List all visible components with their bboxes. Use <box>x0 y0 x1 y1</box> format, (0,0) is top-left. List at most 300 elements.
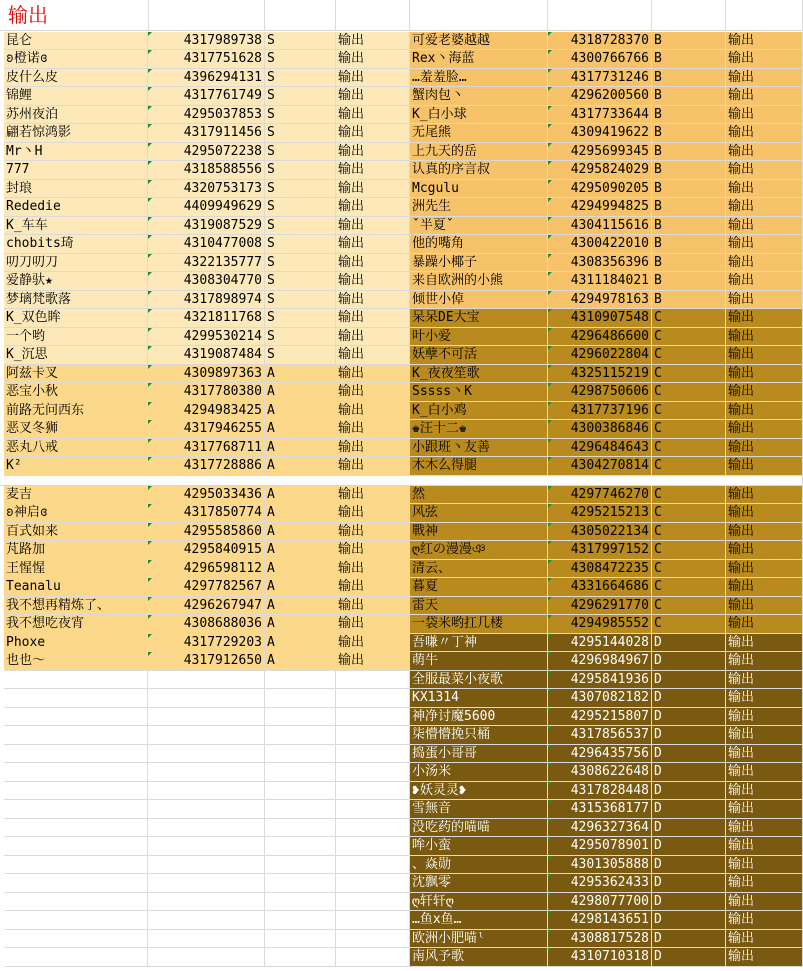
left-top-role-cell[interactable]: 输出 <box>336 254 410 273</box>
right-top-name-cell[interactable]: ˇ半夏ˇ <box>410 217 548 236</box>
right-bottom-name-cell[interactable]: ❥妖灵灵❥ <box>410 782 548 801</box>
empty-cell[interactable] <box>4 948 148 967</box>
left-bottom-role-cell[interactable]: 输出 <box>336 578 410 597</box>
right-top-role-cell[interactable]: 输出 <box>726 457 803 476</box>
right-bottom-role-cell[interactable]: 输出 <box>726 689 803 708</box>
empty-cell[interactable] <box>336 874 410 893</box>
right-top-role-cell[interactable]: 输出 <box>726 69 803 88</box>
right-bottom-grade-cell[interactable]: C <box>652 597 726 616</box>
right-top-name-cell[interactable]: 暴躁小椰子 <box>410 254 548 273</box>
right-bottom-id-cell[interactable]: 4317856537 <box>548 726 652 745</box>
right-bottom-role-cell[interactable]: 输出 <box>726 615 803 634</box>
right-top-name-cell[interactable]: 呆呆DE大宝 <box>410 309 548 328</box>
empty-cell[interactable] <box>148 911 265 930</box>
left-top-name-cell[interactable]: chobits琦 <box>4 235 148 254</box>
empty-header-cell[interactable] <box>410 0 548 31</box>
empty-cell[interactable] <box>4 800 148 819</box>
empty-cell[interactable] <box>265 800 336 819</box>
right-top-name-cell[interactable]: K_白小鸡 <box>410 402 548 421</box>
right-bottom-grade-cell[interactable]: D <box>652 671 726 690</box>
right-bottom-role-cell[interactable]: 输出 <box>726 745 803 764</box>
left-top-name-cell[interactable]: K_车车 <box>4 217 148 236</box>
right-bottom-id-cell[interactable]: 4295078901 <box>548 837 652 856</box>
empty-cell[interactable] <box>336 782 410 801</box>
right-bottom-role-cell[interactable]: 输出 <box>726 560 803 579</box>
right-bottom-grade-cell[interactable]: D <box>652 893 726 912</box>
left-top-role-cell[interactable]: 输出 <box>336 161 410 180</box>
left-top-grade-cell[interactable]: S <box>265 198 336 217</box>
empty-cell[interactable] <box>265 689 336 708</box>
right-top-role-cell[interactable]: 输出 <box>726 420 803 439</box>
right-top-name-cell[interactable]: Sssss丶K <box>410 383 548 402</box>
right-top-grade-cell[interactable]: C <box>652 346 726 365</box>
left-top-role-cell[interactable]: 输出 <box>336 309 410 328</box>
right-bottom-id-cell[interactable]: 4296435756 <box>548 745 652 764</box>
empty-cell[interactable] <box>4 911 148 930</box>
left-top-role-cell[interactable]: 输出 <box>336 143 410 162</box>
left-top-role-cell[interactable]: 输出 <box>336 217 410 236</box>
empty-header-cell[interactable] <box>149 0 265 31</box>
left-top-id-cell[interactable]: 4299530214 <box>148 328 265 347</box>
right-bottom-id-cell[interactable]: 4295215213 <box>548 504 652 523</box>
right-bottom-id-cell[interactable]: 4317828448 <box>548 782 652 801</box>
left-top-role-cell[interactable]: 输出 <box>336 124 410 143</box>
left-top-grade-cell[interactable]: S <box>265 235 336 254</box>
right-top-role-cell[interactable]: 输出 <box>726 198 803 217</box>
empty-cell[interactable] <box>4 763 148 782</box>
empty-cell[interactable] <box>336 948 410 967</box>
left-top-role-cell[interactable]: 输出 <box>336 457 410 476</box>
left-top-role-cell[interactable]: 输出 <box>336 272 410 291</box>
right-top-grade-cell[interactable]: C <box>652 420 726 439</box>
left-bottom-role-cell[interactable]: 输出 <box>336 560 410 579</box>
empty-cell[interactable] <box>4 930 148 949</box>
left-top-id-cell[interactable]: 4319087529 <box>148 217 265 236</box>
right-bottom-role-cell[interactable]: 输出 <box>726 504 803 523</box>
left-top-id-cell[interactable]: 4317911456 <box>148 124 265 143</box>
left-bottom-id-cell[interactable]: 4317729203 <box>148 634 265 653</box>
left-top-id-cell[interactable]: 4320753173 <box>148 180 265 199</box>
right-bottom-grade-cell[interactable]: C <box>652 523 726 542</box>
left-top-grade-cell[interactable]: S <box>265 272 336 291</box>
right-bottom-name-cell[interactable]: 捣蛋小哥哥 <box>410 745 548 764</box>
left-top-name-cell[interactable]: 恶叉冬狮 <box>4 420 148 439</box>
empty-cell[interactable] <box>265 911 336 930</box>
right-top-role-cell[interactable]: 输出 <box>726 291 803 310</box>
left-top-role-cell[interactable]: 输出 <box>336 346 410 365</box>
left-top-grade-cell[interactable]: S <box>265 106 336 125</box>
right-top-name-cell[interactable]: 蟹肉包丶 <box>410 87 548 106</box>
empty-cell[interactable] <box>4 837 148 856</box>
right-bottom-id-cell[interactable]: 4307082182 <box>548 689 652 708</box>
empty-cell[interactable] <box>265 782 336 801</box>
empty-header-cell[interactable] <box>548 0 652 31</box>
empty-cell[interactable] <box>148 800 265 819</box>
right-bottom-name-cell[interactable]: ღ轩轩ღ <box>410 893 548 912</box>
right-top-id-cell[interactable]: 4296200560 <box>548 87 652 106</box>
right-bottom-name-cell[interactable]: 一袋米哟扛几楼 <box>410 615 548 634</box>
right-bottom-role-cell[interactable]: 输出 <box>726 726 803 745</box>
left-bottom-name-cell[interactable]: 我不想吃夜宵 <box>4 615 148 634</box>
right-top-grade-cell[interactable]: B <box>652 69 726 88</box>
right-top-grade-cell[interactable]: B <box>652 198 726 217</box>
left-bottom-grade-cell[interactable]: A <box>265 634 336 653</box>
right-top-grade-cell[interactable]: B <box>652 217 726 236</box>
left-bottom-id-cell[interactable]: 4296598112 <box>148 560 265 579</box>
empty-cell[interactable] <box>336 930 410 949</box>
right-top-name-cell[interactable]: K_夜夜笙歌 <box>410 365 548 384</box>
right-bottom-id-cell[interactable]: 4295362433 <box>548 874 652 893</box>
left-top-grade-cell[interactable]: A <box>265 439 336 458</box>
left-bottom-grade-cell[interactable]: A <box>265 615 336 634</box>
left-top-name-cell[interactable]: K_沉思 <box>4 346 148 365</box>
right-bottom-name-cell[interactable]: 南风予歌 <box>410 948 548 967</box>
empty-cell[interactable] <box>148 819 265 838</box>
right-top-name-cell[interactable]: 小跟班丶友善 <box>410 439 548 458</box>
right-bottom-role-cell[interactable]: 输出 <box>726 930 803 949</box>
empty-cell[interactable] <box>265 948 336 967</box>
left-top-role-cell[interactable]: 输出 <box>336 420 410 439</box>
right-bottom-name-cell[interactable]: 萌牛 <box>410 652 548 671</box>
left-top-name-cell[interactable]: K_双色眸 <box>4 309 148 328</box>
left-bottom-grade-cell[interactable]: A <box>265 541 336 560</box>
left-top-grade-cell[interactable]: S <box>265 180 336 199</box>
right-top-name-cell[interactable]: 倾世小倬 <box>410 291 548 310</box>
right-top-id-cell[interactable]: 4296022804 <box>548 346 652 365</box>
left-top-grade-cell[interactable]: A <box>265 420 336 439</box>
left-top-role-cell[interactable]: 输出 <box>336 198 410 217</box>
right-bottom-role-cell[interactable]: 输出 <box>726 486 803 505</box>
empty-cell[interactable] <box>336 726 410 745</box>
left-bottom-id-cell[interactable]: 4295033436 <box>148 486 265 505</box>
right-bottom-id-cell[interactable]: 4310710318 <box>548 948 652 967</box>
empty-cell[interactable] <box>265 763 336 782</box>
right-bottom-grade-cell[interactable]: D <box>652 745 726 764</box>
left-top-name-cell[interactable]: 叨刀叨刀 <box>4 254 148 273</box>
right-top-grade-cell[interactable]: B <box>652 87 726 106</box>
right-bottom-grade-cell[interactable]: D <box>652 930 726 949</box>
empty-cell[interactable] <box>336 837 410 856</box>
right-bottom-role-cell[interactable]: 输出 <box>726 671 803 690</box>
empty-cell[interactable] <box>148 726 265 745</box>
empty-cell[interactable] <box>148 837 265 856</box>
right-top-role-cell[interactable]: 输出 <box>726 106 803 125</box>
left-top-grade-cell[interactable]: S <box>265 161 336 180</box>
left-top-id-cell[interactable]: 4308304770 <box>148 272 265 291</box>
left-top-grade-cell[interactable]: S <box>265 87 336 106</box>
right-top-id-cell[interactable]: 4300766766 <box>548 50 652 69</box>
right-top-name-cell[interactable]: 来自欧洲的小熊 <box>410 272 548 291</box>
right-bottom-role-cell[interactable]: 输出 <box>726 523 803 542</box>
left-top-grade-cell[interactable]: S <box>265 143 336 162</box>
right-bottom-grade-cell[interactable]: C <box>652 578 726 597</box>
left-bottom-role-cell[interactable]: 输出 <box>336 541 410 560</box>
right-bottom-id-cell[interactable]: 4295215807 <box>548 708 652 727</box>
right-top-role-cell[interactable]: 输出 <box>726 124 803 143</box>
empty-cell[interactable] <box>4 874 148 893</box>
empty-cell[interactable] <box>4 745 148 764</box>
left-top-role-cell[interactable]: 输出 <box>336 402 410 421</box>
right-top-id-cell[interactable]: 4298750606 <box>548 383 652 402</box>
right-top-role-cell[interactable]: 输出 <box>726 87 803 106</box>
left-top-name-cell[interactable]: 翩若惊鸿影 <box>4 124 148 143</box>
right-top-grade-cell[interactable]: B <box>652 124 726 143</box>
left-top-name-cell[interactable]: 苏州夜泊 <box>4 106 148 125</box>
left-top-id-cell[interactable]: 4317768711 <box>148 439 265 458</box>
right-bottom-id-cell[interactable]: 4296984967 <box>548 652 652 671</box>
left-bottom-name-cell[interactable]: 也也～ <box>4 652 148 671</box>
left-top-id-cell[interactable]: 4409949629 <box>148 198 265 217</box>
right-top-name-cell[interactable]: Mcgulu <box>410 180 548 199</box>
left-top-name-cell[interactable]: 锦鲤 <box>4 87 148 106</box>
right-top-id-cell[interactable]: 4294994825 <box>548 198 652 217</box>
left-top-id-cell[interactable]: 4396294131 <box>148 69 265 88</box>
right-top-name-cell[interactable]: 无尾熊 <box>410 124 548 143</box>
left-top-role-cell[interactable]: 输出 <box>336 235 410 254</box>
right-bottom-role-cell[interactable]: 输出 <box>726 708 803 727</box>
right-bottom-id-cell[interactable]: 4315368177 <box>548 800 652 819</box>
right-top-role-cell[interactable]: 输出 <box>726 254 803 273</box>
right-bottom-grade-cell[interactable]: D <box>652 689 726 708</box>
right-top-id-cell[interactable]: 4317737196 <box>548 402 652 421</box>
left-top-id-cell[interactable]: 4319087484 <box>148 346 265 365</box>
left-top-role-cell[interactable]: 输出 <box>336 106 410 125</box>
empty-cell[interactable] <box>4 689 148 708</box>
empty-cell[interactable] <box>336 893 410 912</box>
left-bottom-role-cell[interactable]: 输出 <box>336 597 410 616</box>
empty-cell[interactable] <box>4 726 148 745</box>
right-top-id-cell[interactable]: 4294978163 <box>548 291 652 310</box>
left-top-grade-cell[interactable]: A <box>265 457 336 476</box>
right-top-grade-cell[interactable]: C <box>652 439 726 458</box>
right-bottom-id-cell[interactable]: 4305022134 <box>548 523 652 542</box>
left-top-id-cell[interactable]: 4309897363 <box>148 365 265 384</box>
empty-cell[interactable] <box>148 893 265 912</box>
right-top-id-cell[interactable]: 4318728370 <box>548 32 652 51</box>
sheet-title[interactable]: 输出 <box>0 0 149 31</box>
right-bottom-role-cell[interactable]: 输出 <box>726 782 803 801</box>
left-bottom-id-cell[interactable]: 4295585860 <box>148 523 265 542</box>
right-top-grade-cell[interactable]: B <box>652 291 726 310</box>
right-bottom-name-cell[interactable]: 、焱勋 <box>410 856 548 875</box>
right-bottom-grade-cell[interactable]: D <box>652 819 726 838</box>
empty-cell[interactable] <box>336 800 410 819</box>
right-bottom-grade-cell[interactable]: D <box>652 911 726 930</box>
right-top-role-cell[interactable]: 输出 <box>726 50 803 69</box>
left-top-name-cell[interactable]: 前路无问西东 <box>4 402 148 421</box>
right-top-id-cell[interactable]: 4317731246 <box>548 69 652 88</box>
empty-header-cell[interactable] <box>652 0 726 31</box>
right-bottom-name-cell[interactable]: 欧洲小肥喵ˡ <box>410 930 548 949</box>
left-top-id-cell[interactable]: 4317728886 <box>148 457 265 476</box>
empty-cell[interactable] <box>265 856 336 875</box>
left-top-name-cell[interactable]: 昆仑 <box>4 32 148 51</box>
right-top-name-cell[interactable]: 上九天的岳 <box>410 143 548 162</box>
empty-cell[interactable] <box>336 819 410 838</box>
left-top-role-cell[interactable]: 输出 <box>336 439 410 458</box>
right-top-id-cell[interactable]: 4295090205 <box>548 180 652 199</box>
left-top-name-cell[interactable]: 恶宝小秋 <box>4 383 148 402</box>
right-top-id-cell[interactable]: 4296486600 <box>548 328 652 347</box>
right-top-role-cell[interactable]: 输出 <box>726 235 803 254</box>
left-top-role-cell[interactable]: 输出 <box>336 50 410 69</box>
right-bottom-grade-cell[interactable]: D <box>652 634 726 653</box>
right-bottom-name-cell[interactable]: 小汤米 <box>410 763 548 782</box>
right-top-role-cell[interactable]: 输出 <box>726 309 803 328</box>
right-top-name-cell[interactable]: …羞羞脸… <box>410 69 548 88</box>
right-bottom-grade-cell[interactable]: D <box>652 874 726 893</box>
right-top-name-cell[interactable]: 洲先生 <box>410 198 548 217</box>
right-top-id-cell[interactable]: 4295699345 <box>548 143 652 162</box>
left-top-id-cell[interactable]: 4318588556 <box>148 161 265 180</box>
right-top-name-cell[interactable]: 可爱老婆越越 <box>410 32 548 51</box>
left-top-name-cell[interactable]: 梦璃梵歌落 <box>4 291 148 310</box>
left-top-id-cell[interactable]: 4317946255 <box>148 420 265 439</box>
right-top-role-cell[interactable]: 输出 <box>726 439 803 458</box>
right-bottom-role-cell[interactable]: 输出 <box>726 763 803 782</box>
right-bottom-role-cell[interactable]: 输出 <box>726 856 803 875</box>
right-top-id-cell[interactable]: 4304270814 <box>548 457 652 476</box>
right-bottom-id-cell[interactable]: 4308472235 <box>548 560 652 579</box>
right-bottom-grade-cell[interactable]: C <box>652 486 726 505</box>
empty-cell[interactable] <box>4 782 148 801</box>
right-top-id-cell[interactable]: 4310907548 <box>548 309 652 328</box>
right-top-grade-cell[interactable]: C <box>652 309 726 328</box>
left-top-name-cell[interactable]: K² <box>4 457 148 476</box>
left-top-grade-cell[interactable]: S <box>265 254 336 273</box>
right-top-name-cell[interactable]: 认真的序言叔 <box>410 161 548 180</box>
left-top-grade-cell[interactable]: S <box>265 50 336 69</box>
left-bottom-grade-cell[interactable]: A <box>265 523 336 542</box>
left-bottom-role-cell[interactable]: 输出 <box>336 504 410 523</box>
right-bottom-role-cell[interactable]: 输出 <box>726 652 803 671</box>
left-top-id-cell[interactable]: 4317898974 <box>148 291 265 310</box>
left-bottom-grade-cell[interactable]: A <box>265 504 336 523</box>
right-bottom-name-cell[interactable]: 柒懵懵挽只桶 <box>410 726 548 745</box>
right-bottom-id-cell[interactable]: 4301305888 <box>548 856 652 875</box>
right-top-grade-cell[interactable]: B <box>652 272 726 291</box>
left-top-grade-cell[interactable]: S <box>265 309 336 328</box>
right-bottom-id-cell[interactable]: 4296327364 <box>548 819 652 838</box>
left-bottom-id-cell[interactable]: 4295840915 <box>148 541 265 560</box>
left-top-name-cell[interactable]: 一个哟 <box>4 328 148 347</box>
right-bottom-name-cell[interactable]: 雪無音 <box>410 800 548 819</box>
right-bottom-name-cell[interactable]: ღ红の漫漫ঞ <box>410 541 548 560</box>
left-bottom-id-cell[interactable]: 4308688036 <box>148 615 265 634</box>
right-bottom-id-cell[interactable]: 4331664686 <box>548 578 652 597</box>
right-bottom-grade-cell[interactable]: C <box>652 615 726 634</box>
right-bottom-name-cell[interactable]: 雷天 <box>410 597 548 616</box>
right-top-role-cell[interactable]: 输出 <box>726 143 803 162</box>
left-top-name-cell[interactable]: 恶丸八戒 <box>4 439 148 458</box>
left-bottom-grade-cell[interactable]: A <box>265 597 336 616</box>
right-bottom-grade-cell[interactable]: C <box>652 560 726 579</box>
left-top-role-cell[interactable]: 输出 <box>336 87 410 106</box>
left-bottom-role-cell[interactable]: 输出 <box>336 615 410 634</box>
right-bottom-role-cell[interactable]: 输出 <box>726 597 803 616</box>
left-bottom-role-cell[interactable]: 输出 <box>336 486 410 505</box>
left-top-name-cell[interactable]: 阿兹卡叉 <box>4 365 148 384</box>
left-bottom-id-cell[interactable]: 4296267947 <box>148 597 265 616</box>
empty-cell[interactable] <box>148 671 265 690</box>
left-bottom-grade-cell[interactable]: A <box>265 560 336 579</box>
empty-cell[interactable] <box>148 856 265 875</box>
right-top-name-cell[interactable]: 妖孽不可活 <box>410 346 548 365</box>
right-top-role-cell[interactable]: 输出 <box>726 402 803 421</box>
right-top-role-cell[interactable]: 输出 <box>726 161 803 180</box>
right-bottom-id-cell[interactable]: 4295841936 <box>548 671 652 690</box>
left-top-name-cell[interactable]: Mr丶H <box>4 143 148 162</box>
right-top-id-cell[interactable]: 4325115219 <box>548 365 652 384</box>
right-bottom-name-cell[interactable]: 戰神 <box>410 523 548 542</box>
empty-cell[interactable] <box>148 948 265 967</box>
empty-cell[interactable] <box>336 856 410 875</box>
right-top-grade-cell[interactable]: B <box>652 50 726 69</box>
empty-cell[interactable] <box>265 726 336 745</box>
empty-cell[interactable] <box>265 874 336 893</box>
right-bottom-role-cell[interactable]: 输出 <box>726 541 803 560</box>
left-bottom-name-cell[interactable]: 麦吉 <box>4 486 148 505</box>
empty-cell[interactable] <box>4 856 148 875</box>
empty-cell[interactable] <box>148 930 265 949</box>
right-top-role-cell[interactable]: 输出 <box>726 365 803 384</box>
empty-cell[interactable] <box>265 671 336 690</box>
left-top-grade-cell[interactable]: S <box>265 328 336 347</box>
left-top-name-cell[interactable]: ʚ橙诺ɞ <box>4 50 148 69</box>
right-top-grade-cell[interactable]: C <box>652 457 726 476</box>
right-bottom-role-cell[interactable]: 输出 <box>726 948 803 967</box>
left-top-role-cell[interactable]: 输出 <box>336 180 410 199</box>
right-bottom-id-cell[interactable]: 4296291770 <box>548 597 652 616</box>
empty-header-cell[interactable] <box>336 0 410 31</box>
right-bottom-name-cell[interactable]: 吾嗛〃丁神 <box>410 634 548 653</box>
right-top-name-cell[interactable]: 木木么得腿 <box>410 457 548 476</box>
right-bottom-name-cell[interactable]: 没吃药的喵喵 <box>410 819 548 838</box>
right-bottom-id-cell[interactable]: 4308817528 <box>548 930 652 949</box>
right-top-grade-cell[interactable]: B <box>652 235 726 254</box>
empty-cell[interactable] <box>265 708 336 727</box>
left-top-id-cell[interactable]: 4317761749 <box>148 87 265 106</box>
left-top-grade-cell[interactable]: S <box>265 217 336 236</box>
empty-header-cell[interactable] <box>726 0 803 31</box>
left-top-grade-cell[interactable]: S <box>265 291 336 310</box>
left-top-grade-cell[interactable]: A <box>265 402 336 421</box>
left-top-grade-cell[interactable]: S <box>265 346 336 365</box>
empty-cell[interactable] <box>4 708 148 727</box>
empty-cell[interactable] <box>336 911 410 930</box>
right-bottom-grade-cell[interactable]: D <box>652 763 726 782</box>
left-top-id-cell[interactable]: 4317751628 <box>148 50 265 69</box>
left-bottom-role-cell[interactable]: 输出 <box>336 634 410 653</box>
left-top-name-cell[interactable]: 封琅 <box>4 180 148 199</box>
left-top-role-cell[interactable]: 输出 <box>336 365 410 384</box>
left-top-id-cell[interactable]: 4295072238 <box>148 143 265 162</box>
left-top-grade-cell[interactable]: A <box>265 383 336 402</box>
right-top-role-cell[interactable]: 输出 <box>726 217 803 236</box>
right-top-name-cell[interactable]: ♚汪十二♚ <box>410 420 548 439</box>
left-top-id-cell[interactable]: 4321811768 <box>148 309 265 328</box>
left-top-role-cell[interactable]: 输出 <box>336 69 410 88</box>
right-top-id-cell[interactable]: 4300386846 <box>548 420 652 439</box>
left-top-id-cell[interactable]: 4295037853 <box>148 106 265 125</box>
left-top-grade-cell[interactable]: S <box>265 32 336 51</box>
empty-cell[interactable] <box>148 874 265 893</box>
right-bottom-grade-cell[interactable]: D <box>652 856 726 875</box>
left-top-grade-cell[interactable]: S <box>265 69 336 88</box>
right-top-id-cell[interactable]: 4309419622 <box>548 124 652 143</box>
right-bottom-grade-cell[interactable]: D <box>652 837 726 856</box>
right-bottom-role-cell[interactable]: 输出 <box>726 800 803 819</box>
